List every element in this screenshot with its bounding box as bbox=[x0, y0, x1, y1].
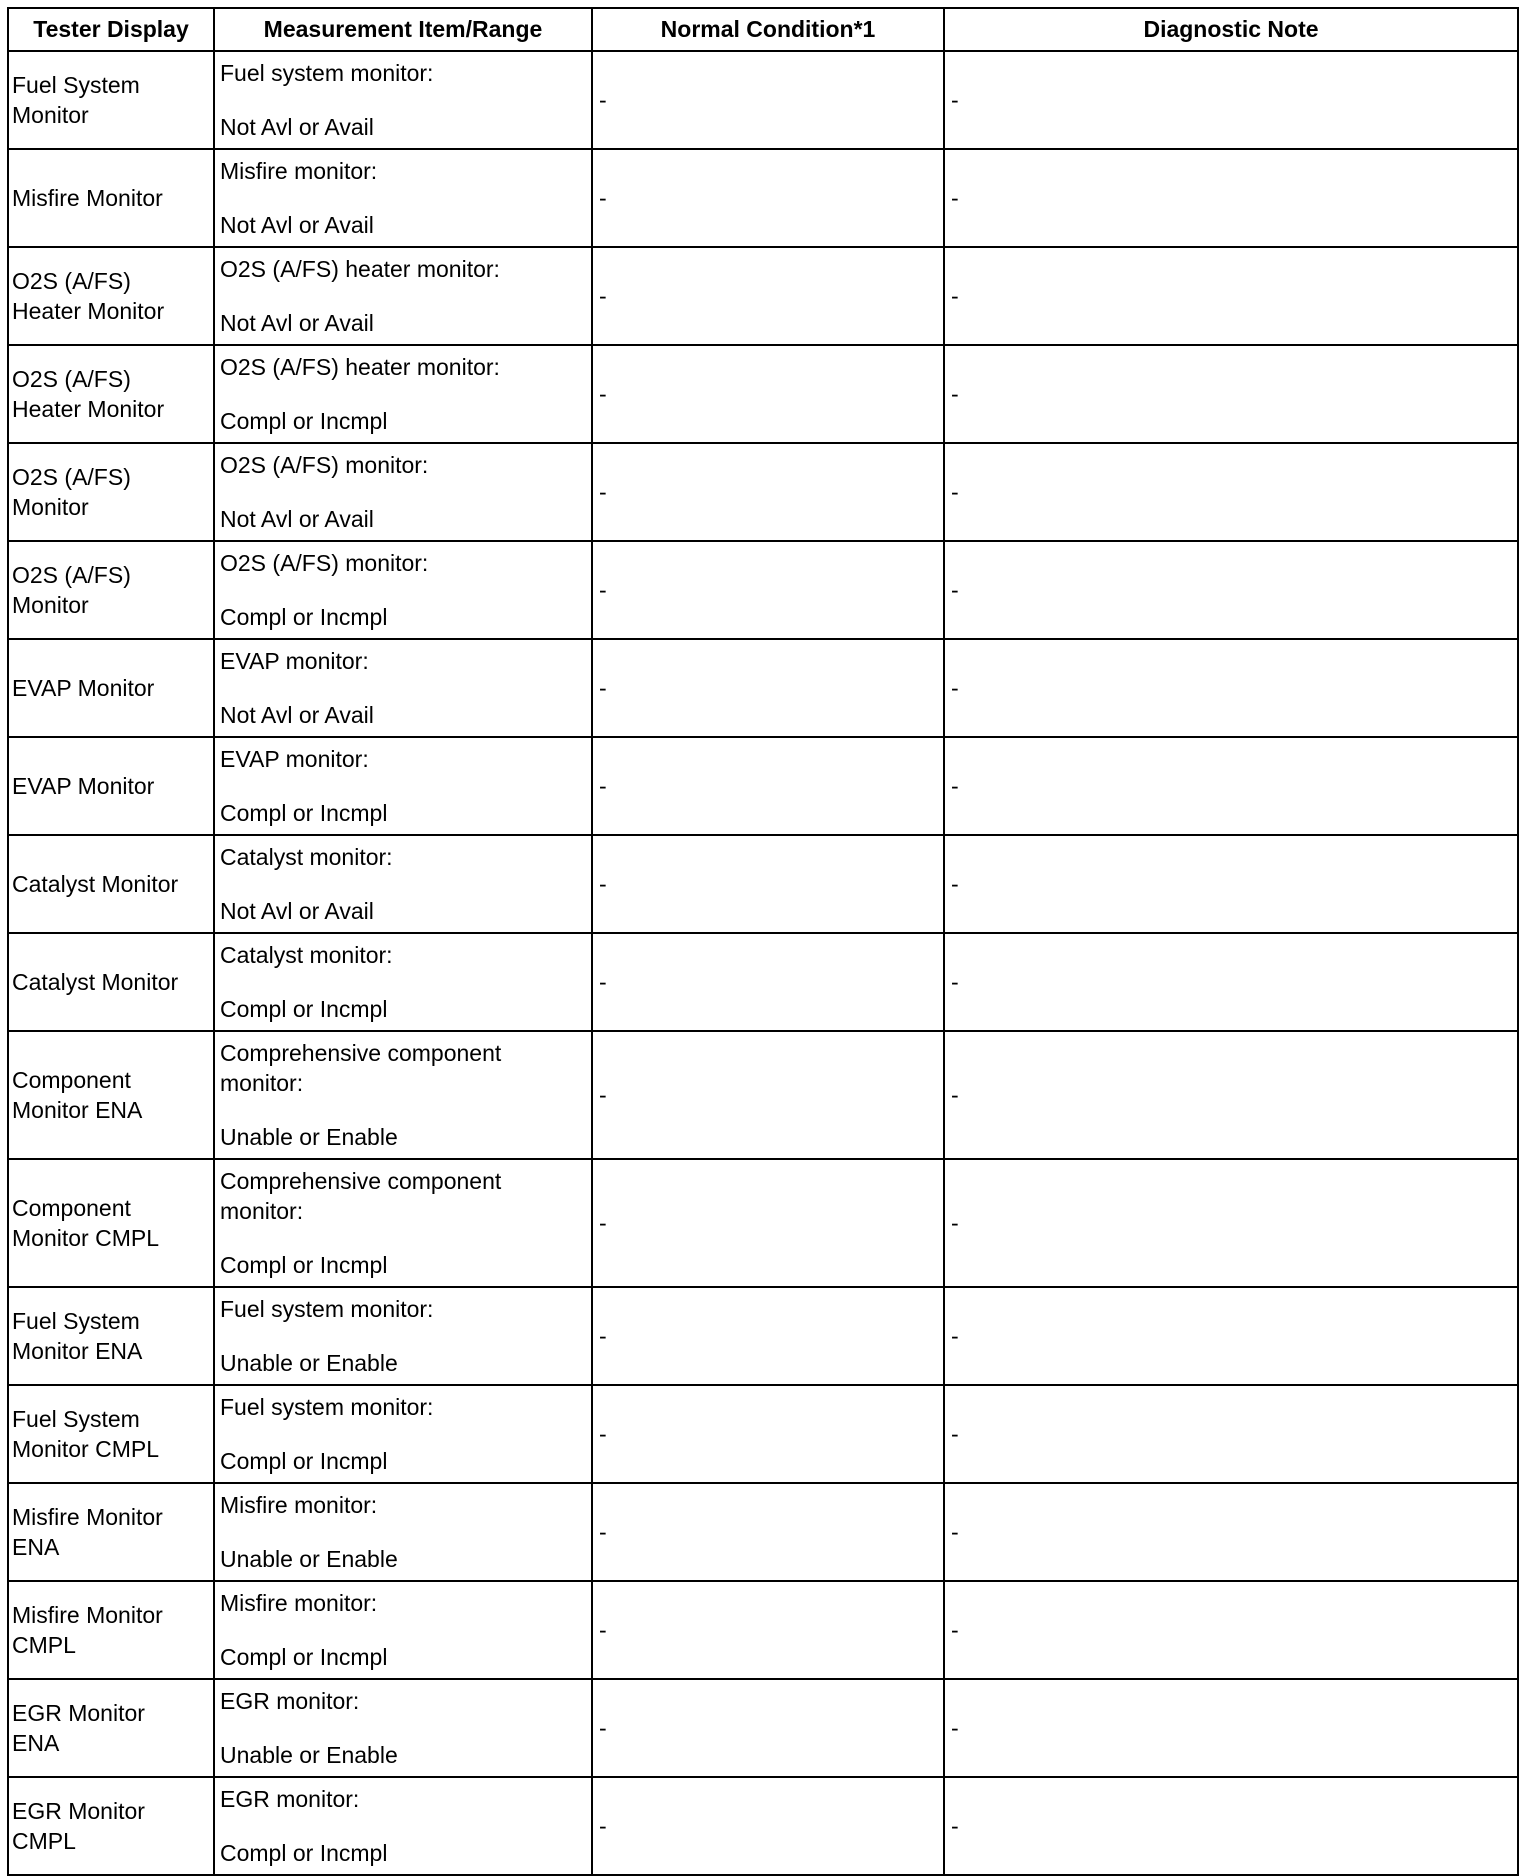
normal-condition-cell: - bbox=[592, 443, 944, 541]
measurement-item: EGR monitor: bbox=[220, 1786, 360, 1812]
diagnostic-note-cell: - bbox=[944, 1385, 1518, 1483]
diagnostic-note-cell: - bbox=[944, 247, 1518, 345]
table-row bbox=[8, 1385, 1518, 1483]
measurement-item: Comprehensive component monitor: bbox=[220, 1168, 502, 1224]
table-row bbox=[8, 1287, 1518, 1385]
normal-condition-cell: - bbox=[592, 933, 944, 1031]
diagnostic-note-cell: - bbox=[944, 639, 1518, 737]
diagnostic-note-cell: - bbox=[944, 51, 1518, 149]
measurement-item: EVAP monitor: bbox=[220, 648, 369, 674]
normal-condition-cell: - bbox=[592, 247, 944, 345]
measurement-range: Compl or Incmpl bbox=[220, 996, 388, 1022]
measurement-item: O2S (A/FS) monitor: bbox=[220, 452, 429, 478]
measurement-cell bbox=[214, 1159, 592, 1287]
measurement-cell bbox=[214, 737, 592, 835]
table-row bbox=[8, 835, 1518, 933]
tester-display-cell: Catalyst Monitor bbox=[8, 835, 214, 933]
normal-condition-cell: - bbox=[592, 639, 944, 737]
tester-display-cell: O2S (A/FS) Heater Monitor bbox=[8, 247, 214, 345]
diagnostic-note-cell: - bbox=[944, 737, 1518, 835]
measurement-range: Unable or Enable bbox=[220, 1742, 398, 1768]
normal-condition-cell: - bbox=[592, 835, 944, 933]
table-row bbox=[8, 1679, 1518, 1777]
tester-display-cell: Component Monitor CMPL bbox=[8, 1159, 214, 1287]
measurement-cell bbox=[214, 443, 592, 541]
measurement-range: Unable or Enable bbox=[220, 1546, 398, 1572]
normal-condition-cell: - bbox=[592, 1159, 944, 1287]
normal-condition-cell: - bbox=[592, 51, 944, 149]
normal-condition-cell: - bbox=[592, 1777, 944, 1875]
table-row bbox=[8, 541, 1518, 639]
measurement-cell bbox=[214, 149, 592, 247]
measurement-range: Compl or Incmpl bbox=[220, 1840, 388, 1866]
normal-condition-cell: - bbox=[592, 737, 944, 835]
normal-condition-cell: - bbox=[592, 345, 944, 443]
table-row bbox=[8, 639, 1518, 737]
measurement-cell bbox=[214, 1483, 592, 1581]
tester-display-cell: EVAP Monitor bbox=[8, 737, 214, 835]
measurement-item: Misfire monitor: bbox=[220, 1590, 378, 1616]
table-header bbox=[8, 8, 1518, 51]
table-row bbox=[8, 1031, 1518, 1159]
table-row bbox=[8, 737, 1518, 835]
measurement-range: Unable or Enable bbox=[220, 1350, 398, 1376]
diagnostic-note-cell: - bbox=[944, 1287, 1518, 1385]
tester-display-cell: EVAP Monitor bbox=[8, 639, 214, 737]
tester-display-cell: Fuel System Monitor CMPL bbox=[8, 1385, 214, 1483]
table-row bbox=[8, 1581, 1518, 1679]
tester-display-cell: EGR Monitor ENA bbox=[8, 1679, 214, 1777]
tester-display-cell: O2S (A/FS) Monitor bbox=[8, 541, 214, 639]
measurement-item: Fuel system monitor: bbox=[220, 60, 434, 86]
table-row bbox=[8, 51, 1518, 149]
diagnostic-note-cell: - bbox=[944, 149, 1518, 247]
measurement-item: Comprehensive component monitor: bbox=[220, 1040, 502, 1096]
diagnostic-note-cell: - bbox=[944, 1031, 1518, 1159]
normal-condition-cell: - bbox=[592, 1287, 944, 1385]
measurement-range: Compl or Incmpl bbox=[220, 1644, 388, 1670]
table-row bbox=[8, 1483, 1518, 1581]
normal-condition-cell: - bbox=[592, 1385, 944, 1483]
measurement-item: Misfire monitor: bbox=[220, 158, 378, 184]
measurement-range: Compl or Incmpl bbox=[220, 800, 388, 826]
diagnostic-note-cell: - bbox=[944, 933, 1518, 1031]
measurement-cell bbox=[214, 639, 592, 737]
tester-display-cell: EGR Monitor CMPL bbox=[8, 1777, 214, 1875]
measurement-item: Catalyst monitor: bbox=[220, 942, 393, 968]
measurement-cell bbox=[214, 1031, 592, 1159]
table-row bbox=[8, 345, 1518, 443]
measurement-cell bbox=[214, 835, 592, 933]
measurement-cell bbox=[214, 345, 592, 443]
header-tester-display: Tester Display bbox=[8, 8, 214, 51]
diagnostic-note-cell: - bbox=[944, 1679, 1518, 1777]
measurement-range: Not Avl or Avail bbox=[220, 702, 374, 728]
header-measurement-item: Measurement Item/Range bbox=[214, 8, 592, 51]
measurement-item: O2S (A/FS) heater monitor: bbox=[220, 354, 500, 380]
tester-display-cell: Fuel System Monitor bbox=[8, 51, 214, 149]
measurement-range: Not Avl or Avail bbox=[220, 212, 374, 238]
table-row bbox=[8, 247, 1518, 345]
diagnostic-note-cell: - bbox=[944, 345, 1518, 443]
table-row bbox=[8, 443, 1518, 541]
diagnostic-note-cell: - bbox=[944, 1483, 1518, 1581]
measurement-range: Compl or Incmpl bbox=[220, 408, 388, 434]
normal-condition-cell: - bbox=[592, 1679, 944, 1777]
measurement-cell bbox=[214, 1581, 592, 1679]
measurement-cell bbox=[214, 541, 592, 639]
measurement-range: Compl or Incmpl bbox=[220, 1252, 388, 1278]
diagnostic-note-cell: - bbox=[944, 541, 1518, 639]
tester-display-cell: Fuel System Monitor ENA bbox=[8, 1287, 214, 1385]
measurement-item: O2S (A/FS) heater monitor: bbox=[220, 256, 500, 282]
tester-display-cell: Misfire Monitor bbox=[8, 149, 214, 247]
measurement-cell bbox=[214, 1385, 592, 1483]
diagnostic-note-cell: - bbox=[944, 443, 1518, 541]
table-row bbox=[8, 149, 1518, 247]
normal-condition-cell: - bbox=[592, 1031, 944, 1159]
measurement-item: EGR monitor: bbox=[220, 1688, 360, 1714]
normal-condition-cell: - bbox=[592, 541, 944, 639]
table-body bbox=[8, 51, 1518, 1875]
measurement-cell bbox=[214, 1679, 592, 1777]
tester-display-cell: Misfire Monitor CMPL bbox=[8, 1581, 214, 1679]
diagnostic-note-cell: - bbox=[944, 1777, 1518, 1875]
measurement-range: Unable or Enable bbox=[220, 1124, 398, 1150]
tester-display-cell: Component Monitor ENA bbox=[8, 1031, 214, 1159]
tester-display-cell: Catalyst Monitor bbox=[8, 933, 214, 1031]
monitor-data-table bbox=[7, 7, 1519, 1876]
measurement-item: O2S (A/FS) monitor: bbox=[220, 550, 429, 576]
diagnostic-note-cell: - bbox=[944, 1159, 1518, 1287]
tester-display-cell: Misfire Monitor ENA bbox=[8, 1483, 214, 1581]
measurement-range: Not Avl or Avail bbox=[220, 310, 374, 336]
measurement-item: Misfire monitor: bbox=[220, 1492, 378, 1518]
tester-display-cell: O2S (A/FS) Heater Monitor bbox=[8, 345, 214, 443]
measurement-cell bbox=[214, 933, 592, 1031]
measurement-cell bbox=[214, 51, 592, 149]
measurement-range: Not Avl or Avail bbox=[220, 506, 374, 532]
measurement-range: Not Avl or Avail bbox=[220, 898, 374, 924]
measurement-cell bbox=[214, 1287, 592, 1385]
measurement-item: Catalyst monitor: bbox=[220, 844, 393, 870]
header-normal-condition: Normal Condition*1 bbox=[592, 8, 944, 51]
measurement-range: Compl or Incmpl bbox=[220, 1448, 388, 1474]
normal-condition-cell: - bbox=[592, 149, 944, 247]
table-row bbox=[8, 1159, 1518, 1287]
measurement-range: Not Avl or Avail bbox=[220, 114, 374, 140]
diagnostic-note-cell: - bbox=[944, 1581, 1518, 1679]
measurement-item: Fuel system monitor: bbox=[220, 1394, 434, 1420]
measurement-cell bbox=[214, 1777, 592, 1875]
measurement-item: EVAP monitor: bbox=[220, 746, 369, 772]
table-row bbox=[8, 1777, 1518, 1875]
table-row bbox=[8, 933, 1518, 1031]
normal-condition-cell: - bbox=[592, 1581, 944, 1679]
measurement-cell bbox=[214, 247, 592, 345]
header-row bbox=[8, 8, 1518, 51]
header-diagnostic-note: Diagnostic Note bbox=[944, 8, 1518, 51]
measurement-range: Compl or Incmpl bbox=[220, 604, 388, 630]
diagnostic-note-cell: - bbox=[944, 835, 1518, 933]
measurement-item: Fuel system monitor: bbox=[220, 1296, 434, 1322]
normal-condition-cell: - bbox=[592, 1483, 944, 1581]
tester-display-cell: O2S (A/FS) Monitor bbox=[8, 443, 214, 541]
